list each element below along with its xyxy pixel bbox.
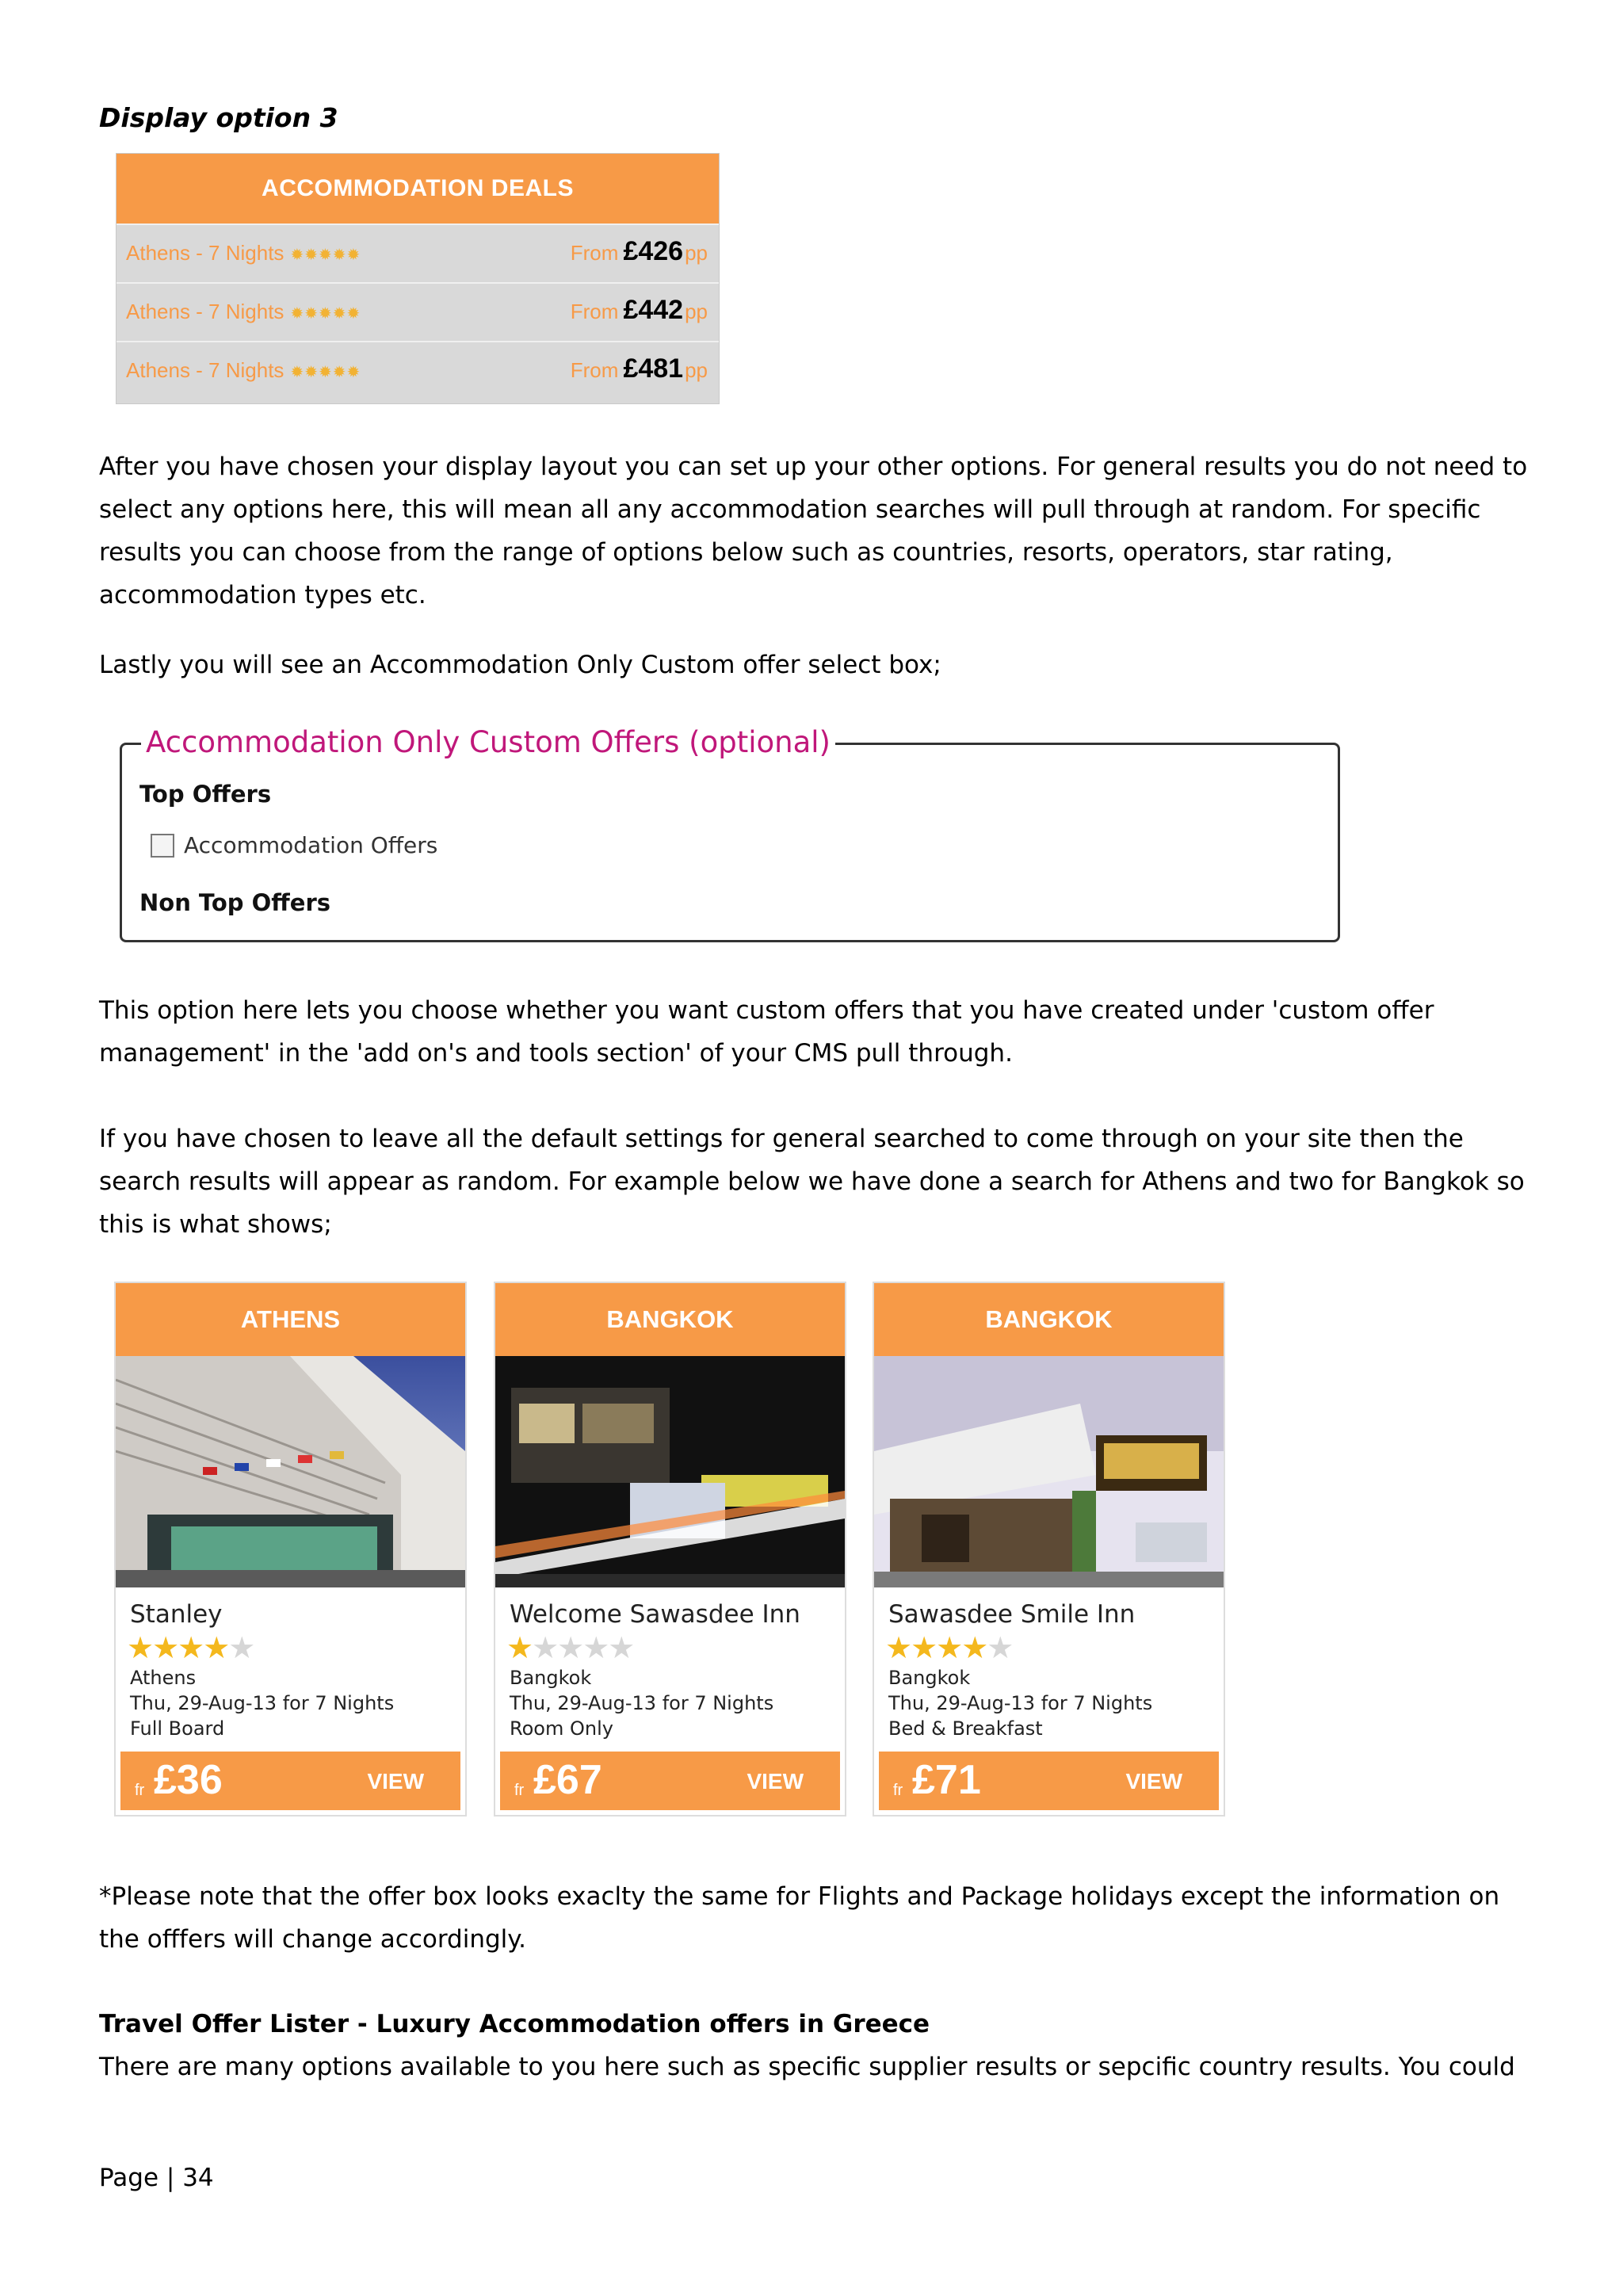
accommodation-deals-table — [116, 153, 720, 404]
hotel-name[interactable]: Stanley — [130, 1600, 223, 1629]
paragraph-random-results: If you have chosen to leave all the default settings for general searched to come through on your site then the search results will appear as random. For example below we have done a search for Athens and two for Bangkok so this is what shows; — [99, 1125, 1525, 1239]
deal-price: £426 — [623, 236, 684, 266]
view-button[interactable]: VIEW — [1125, 1769, 1182, 1794]
hotel-photo — [116, 1356, 465, 1587]
card-price: £36 — [154, 1757, 223, 1803]
page-footer: Page | 34 — [99, 2164, 214, 2192]
hotel-date: Thu, 29-Aug-13 for 7 Nights — [510, 1692, 774, 1714]
paragraph-display-options: After you have chosen your display layout you can set up your other options. For general results you do not need to select any options here, this will mean all any accommodation searches will pull through at random. For specific results you can choose from the range of options below such as countries, resorts, operators, star rating, accommodation types etc. — [99, 453, 1528, 609]
custom-offers-fieldset — [120, 725, 1340, 942]
card-price: £67 — [533, 1757, 602, 1803]
card-header: BANGKOK — [495, 1283, 845, 1356]
hotel-date: Thu, 29-Aug-13 for 7 Nights — [130, 1692, 395, 1714]
paragraph-options: There are many options available to you here such as specific supplier results or sepcific country results. You could — [99, 2053, 1515, 2081]
deals-title: ACCOMMODATION DEALS — [116, 154, 719, 223]
hotel-location: Bangkok — [510, 1667, 592, 1689]
hotel-name[interactable]: Welcome Sawasdee Inn — [510, 1600, 800, 1629]
paragraph-note: *Please note that the offer box looks exaclty the same for Flights and Package holidays except the information on the offfers will change accordingly. — [99, 1882, 1500, 1954]
price-bar[interactable] — [120, 1752, 460, 1810]
hotel-location: Bangkok — [888, 1667, 971, 1689]
offer-card-bangkok-1[interactable] — [494, 1282, 846, 1817]
card-header: BANGKOK — [874, 1283, 1224, 1356]
view-button[interactable]: VIEW — [367, 1769, 424, 1794]
paragraph-custom-offer-intro: Lastly you will see an Accommodation Only Custom offer select box; — [99, 651, 941, 679]
deal-unit: pp — [685, 241, 708, 265]
price-prefix: fr — [893, 1782, 903, 1799]
offer-card-bangkok-2[interactable] — [873, 1282, 1225, 1817]
deal-price: £481 — [623, 353, 684, 384]
offer-card-athens[interactable] — [114, 1282, 467, 1817]
card-price: £71 — [912, 1757, 981, 1803]
hotel-board: Bed & Breakfast — [888, 1717, 1043, 1740]
hotel-location: Athens — [130, 1667, 197, 1689]
star-rating-icon: ✹✹✹✹✹ — [290, 246, 361, 264]
star-rating-icon: ✹✹✹✹✹ — [290, 305, 361, 323]
deal-label: Athens - 7 Nights — [126, 241, 285, 265]
star-rating-icon: ★★★★★ — [506, 1632, 634, 1665]
deal-row[interactable] — [116, 223, 719, 282]
deal-unit: pp — [685, 358, 708, 382]
star-rating-icon: ★★★★★ — [885, 1632, 1013, 1665]
price-prefix: fr — [514, 1782, 525, 1799]
non-top-offers-label: Non Top Offers — [139, 889, 331, 916]
star-rating-icon: ✹✹✹✹✹ — [290, 364, 361, 381]
deal-price: £442 — [623, 295, 684, 325]
view-button[interactable]: VIEW — [747, 1769, 804, 1794]
top-offers-label: Top Offers — [139, 781, 272, 808]
hotel-photo — [495, 1356, 845, 1587]
price-bar[interactable] — [500, 1752, 840, 1810]
deal-row[interactable] — [116, 282, 719, 341]
card-header: ATHENS — [116, 1283, 465, 1356]
hotel-name[interactable]: Sawasdee Smile Inn — [888, 1600, 1136, 1629]
deal-label: Athens - 7 Nights — [126, 300, 285, 323]
hotel-board: Full Board — [130, 1717, 225, 1740]
paragraph-custom-offer-explanation: This option here lets you choose whether you want custom offers that you have created under 'custom offer management' in the 'add on's and tools section' of your CMS pull through. — [99, 996, 1434, 1068]
hotel-board: Room Only — [510, 1717, 613, 1740]
deal-label: Athens - 7 Nights — [126, 358, 285, 382]
star-rating-icon: ★★★★★ — [127, 1632, 254, 1665]
deal-from: From — [570, 241, 619, 265]
custom-offers-legend: Accommodation Only Custom Offers (optional) — [141, 725, 835, 759]
deal-row[interactable] — [116, 341, 719, 399]
section-heading: Display option 3 — [99, 102, 338, 133]
hotel-date: Thu, 29-Aug-13 for 7 Nights — [888, 1692, 1153, 1714]
accommodation-offers-label[interactable]: Accommodation Offers — [184, 832, 438, 858]
section-title: Travel Offer Lister - Luxury Accommodation offers in Greece — [99, 2010, 930, 2038]
accommodation-offers-checkbox[interactable] — [151, 834, 174, 858]
price-bar[interactable] — [879, 1752, 1219, 1810]
hotel-photo — [874, 1356, 1224, 1587]
deal-unit: pp — [685, 300, 708, 323]
deal-from: From — [570, 358, 619, 382]
price-prefix: fr — [135, 1782, 145, 1799]
deal-from: From — [570, 300, 619, 323]
